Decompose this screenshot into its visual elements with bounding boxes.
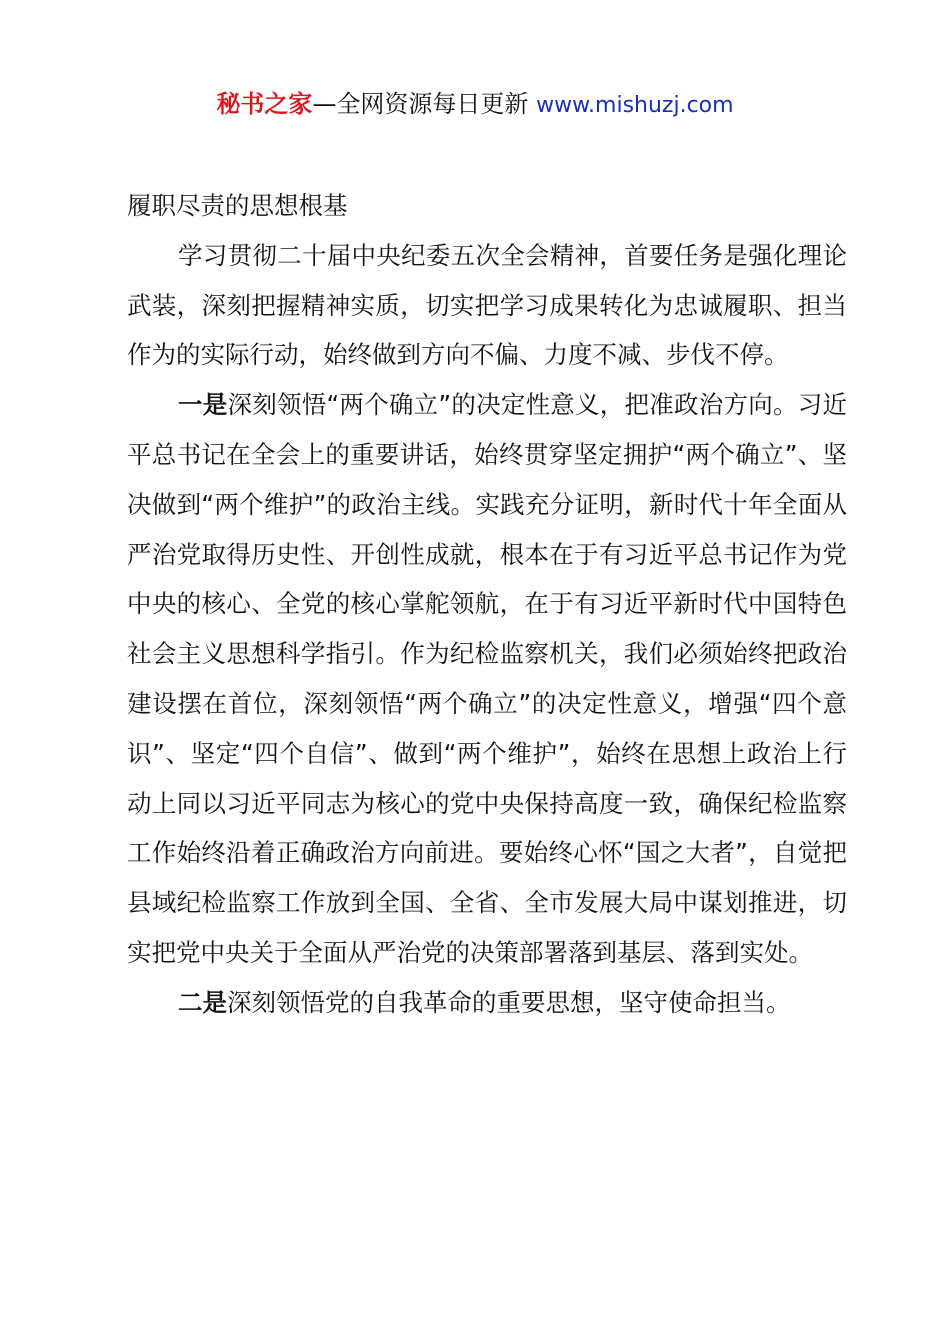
document-body <box>127 181 847 1028</box>
paragraph-text: 深刻领悟“两个确立”的决定性意义，把准政治方向。习近平总书记在全会上的重要讲话，始终贯穿坚定拥护“两个确立”、坚决做到“两个维护”的政治主线。实践充分证明，新时代十年全面从严治党取得历史性、开创性成就，根本在于有习近平总书记作为党中央的核心、全党的核心掌舵领航，在于有习近平新时代中国特色社会主义思想科学指引。作为纪检监察机关，我们必须始终把政治建设摆在首位，深刻领悟“两个确立”的决定性意义，增强“四个意识”、坚定“四个自信”、做到“两个维护”，始终在思想上政治上行动上同以习近平同志为核心的党中央保持高度一致，确保纪检监察工作始终沿着正确政治方向前进。要始终心怀“国之大者”，自觉把县域纪检监察工作放到全国、全省、全市发展大局中谋划推进，切实把党中央关于全面从严治党的决策部署落到基层、落到实处。 <box>127 390 848 967</box>
website-link[interactable]: www.mishuzj.com <box>536 93 734 118</box>
brand-name: 秘书之家 <box>216 90 313 118</box>
intro-paragraph <box>127 231 847 380</box>
point-two-paragraph <box>127 978 847 1028</box>
point-lead: 一是 <box>178 390 228 420</box>
paragraph-text: 深刻领悟党的自我革命的重要思想，坚守使命担当。 <box>227 987 791 1017</box>
point-one-paragraph <box>127 380 847 978</box>
page-header <box>0 86 950 124</box>
header-slogan: —全网资源每日更新 <box>312 90 529 118</box>
continued-line: 履职尽责的思想根基 <box>127 191 348 220</box>
paragraph-text: 学习贯彻二十届中央纪委五次全会精神，首要任务是强化理论武装，深刻把握精神实质，切实把学习成果转化为忠诚履职、担当作为的实际行动，始终做到方向不偏、力度不减、步伐不停。 <box>127 240 847 370</box>
point-lead: 二是 <box>178 987 227 1017</box>
